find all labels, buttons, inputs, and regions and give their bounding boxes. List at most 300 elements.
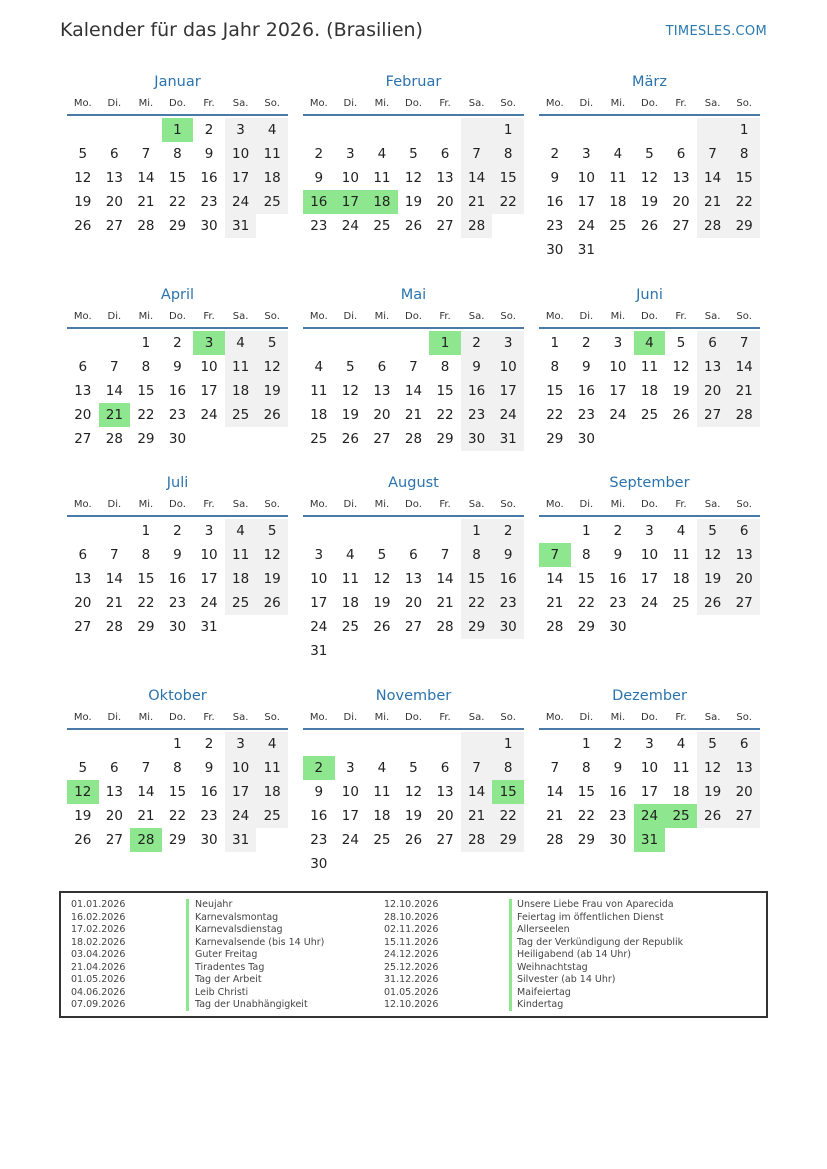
- day-cell[interactable]: 5: [78, 146, 88, 162]
- day-cell[interactable]: 18: [341, 595, 359, 611]
- day-cell[interactable]: 4: [225, 331, 257, 355]
- day-cell[interactable]: 19: [672, 383, 690, 399]
- day-cell[interactable]: 11: [256, 142, 288, 166]
- day-cell[interactable]: 19: [697, 567, 729, 591]
- day-cell[interactable]: 21: [461, 190, 493, 214]
- day-cell[interactable]: 26: [697, 804, 729, 828]
- day-cell[interactable]: 22: [577, 595, 595, 611]
- day-cell[interactable]: 7: [728, 331, 760, 355]
- day-cell[interactable]: 18: [256, 166, 288, 190]
- day-cell[interactable]: 11: [640, 359, 659, 375]
- day-cell[interactable]: 21: [137, 808, 155, 824]
- day-cell[interactable]: 24: [577, 218, 595, 234]
- day-cell[interactable]: 5: [346, 359, 355, 375]
- day-cell[interactable]: 23: [492, 591, 524, 615]
- day-cell[interactable]: 1: [173, 736, 182, 752]
- day-cell[interactable]: 14: [461, 166, 493, 190]
- day-cell[interactable]: 17: [640, 571, 659, 587]
- day-cell[interactable]: 3: [613, 335, 623, 351]
- day-cell[interactable]: 19: [373, 595, 391, 611]
- day-cell[interactable]: 24: [310, 619, 328, 635]
- day-cell[interactable]: 6: [110, 760, 119, 776]
- day-cell[interactable]: 2: [461, 331, 493, 355]
- day-cell[interactable]: 23: [577, 407, 595, 423]
- holiday-day-cell[interactable]: 2: [303, 756, 335, 780]
- day-cell[interactable]: 7: [550, 760, 560, 776]
- day-cell[interactable]: 30: [492, 615, 524, 639]
- day-cell[interactable]: 3: [645, 736, 654, 752]
- day-cell[interactable]: 13: [105, 784, 123, 800]
- day-cell[interactable]: 23: [310, 218, 328, 234]
- day-cell[interactable]: 11: [310, 383, 328, 399]
- day-cell[interactable]: 9: [492, 543, 524, 567]
- day-cell[interactable]: 22: [137, 407, 155, 423]
- day-cell[interactable]: 10: [200, 547, 218, 563]
- day-cell[interactable]: 9: [550, 170, 560, 186]
- day-cell[interactable]: 20: [697, 379, 729, 403]
- day-cell[interactable]: 8: [550, 359, 560, 375]
- day-cell[interactable]: 30: [200, 218, 218, 234]
- holiday-day-cell[interactable]: 31: [634, 828, 666, 852]
- day-cell[interactable]: 2: [173, 335, 182, 351]
- day-cell[interactable]: 2: [582, 335, 591, 351]
- day-cell[interactable]: 29: [137, 619, 155, 635]
- day-cell[interactable]: 19: [74, 808, 92, 824]
- day-cell[interactable]: 14: [137, 170, 155, 186]
- day-cell[interactable]: 2: [550, 146, 560, 162]
- day-cell[interactable]: 20: [373, 407, 391, 423]
- day-cell[interactable]: 22: [137, 595, 155, 611]
- day-cell[interactable]: 4: [613, 146, 623, 162]
- day-cell[interactable]: 11: [373, 784, 391, 800]
- day-cell[interactable]: 28: [461, 214, 493, 238]
- day-cell[interactable]: 17: [492, 379, 524, 403]
- day-cell[interactable]: 23: [168, 595, 187, 611]
- day-cell[interactable]: 13: [74, 571, 92, 587]
- day-cell[interactable]: 24: [341, 832, 359, 848]
- day-cell[interactable]: 14: [404, 383, 423, 399]
- day-cell[interactable]: 22: [546, 407, 564, 423]
- day-cell[interactable]: 28: [697, 214, 729, 238]
- day-cell[interactable]: 17: [609, 383, 627, 399]
- day-cell[interactable]: 14: [105, 571, 123, 587]
- day-cell[interactable]: 16: [168, 383, 187, 399]
- day-cell[interactable]: 7: [461, 756, 493, 780]
- day-cell[interactable]: 9: [173, 359, 182, 375]
- day-cell[interactable]: 10: [310, 571, 328, 587]
- day-cell[interactable]: 14: [105, 383, 123, 399]
- day-cell[interactable]: 28: [105, 619, 123, 635]
- day-cell[interactable]: 13: [728, 543, 760, 567]
- day-cell[interactable]: 11: [609, 170, 627, 186]
- day-cell[interactable]: 21: [461, 804, 493, 828]
- day-cell[interactable]: 11: [256, 756, 288, 780]
- day-cell[interactable]: 6: [697, 331, 729, 355]
- day-cell[interactable]: 27: [672, 218, 690, 234]
- day-cell[interactable]: 15: [436, 383, 454, 399]
- day-cell[interactable]: 14: [728, 355, 760, 379]
- holiday-day-cell[interactable]: 28: [130, 828, 162, 852]
- day-cell[interactable]: 26: [74, 832, 92, 848]
- day-cell[interactable]: 4: [256, 732, 288, 756]
- day-cell[interactable]: 15: [168, 784, 187, 800]
- day-cell[interactable]: 7: [440, 547, 450, 563]
- day-cell[interactable]: 12: [697, 543, 729, 567]
- day-cell[interactable]: 11: [225, 355, 257, 379]
- day-cell[interactable]: 6: [377, 359, 387, 375]
- day-cell[interactable]: 3: [582, 146, 591, 162]
- day-cell[interactable]: 10: [609, 359, 627, 375]
- day-cell[interactable]: 25: [225, 591, 257, 615]
- day-cell[interactable]: 25: [341, 619, 359, 635]
- day-cell[interactable]: 22: [168, 194, 187, 210]
- day-cell[interactable]: 9: [204, 760, 214, 776]
- day-cell[interactable]: 25: [256, 190, 288, 214]
- day-cell[interactable]: 20: [74, 407, 92, 423]
- day-cell[interactable]: 9: [461, 355, 493, 379]
- day-cell[interactable]: 6: [728, 519, 760, 543]
- day-cell[interactable]: 10: [640, 547, 659, 563]
- day-cell[interactable]: 26: [697, 591, 729, 615]
- day-cell[interactable]: 12: [256, 543, 288, 567]
- day-cell[interactable]: 9: [204, 146, 214, 162]
- day-cell[interactable]: 27: [74, 619, 92, 635]
- day-cell[interactable]: 16: [168, 571, 187, 587]
- day-cell[interactable]: 9: [314, 170, 324, 186]
- day-cell[interactable]: 9: [613, 760, 623, 776]
- day-cell[interactable]: 22: [436, 407, 454, 423]
- day-cell[interactable]: 27: [373, 431, 391, 447]
- day-cell[interactable]: 19: [256, 379, 288, 403]
- day-cell[interactable]: 29: [546, 431, 564, 447]
- day-cell[interactable]: 5: [676, 335, 686, 351]
- day-cell[interactable]: 14: [546, 571, 564, 587]
- day-cell[interactable]: 13: [672, 170, 690, 186]
- day-cell[interactable]: 15: [577, 784, 595, 800]
- day-cell[interactable]: 16: [200, 784, 218, 800]
- day-cell[interactable]: 13: [697, 355, 729, 379]
- day-cell[interactable]: 3: [346, 760, 355, 776]
- day-cell[interactable]: 30: [546, 242, 564, 258]
- day-cell[interactable]: 8: [582, 547, 591, 563]
- day-cell[interactable]: 25: [256, 804, 288, 828]
- day-cell[interactable]: 10: [200, 359, 218, 375]
- day-cell[interactable]: 31: [310, 643, 328, 659]
- day-cell[interactable]: 27: [74, 431, 92, 447]
- day-cell[interactable]: 2: [492, 519, 524, 543]
- day-cell[interactable]: 3: [645, 523, 654, 539]
- day-cell[interactable]: 1: [582, 736, 591, 752]
- day-cell[interactable]: 28: [137, 218, 155, 234]
- day-cell[interactable]: 24: [492, 403, 524, 427]
- day-cell[interactable]: 18: [256, 780, 288, 804]
- day-cell[interactable]: 19: [74, 194, 92, 210]
- day-cell[interactable]: 11: [341, 571, 359, 587]
- day-cell[interactable]: 4: [676, 736, 686, 752]
- day-cell[interactable]: 21: [546, 808, 564, 824]
- day-cell[interactable]: 3: [346, 146, 355, 162]
- holiday-day-cell[interactable]: 21: [99, 403, 131, 427]
- day-cell[interactable]: 26: [74, 218, 92, 234]
- day-cell[interactable]: 29: [461, 615, 493, 639]
- day-cell[interactable]: 25: [225, 403, 257, 427]
- day-cell[interactable]: 2: [314, 146, 324, 162]
- day-cell[interactable]: 13: [436, 170, 454, 186]
- day-cell[interactable]: 16: [577, 383, 595, 399]
- day-cell[interactable]: 4: [377, 146, 387, 162]
- day-cell[interactable]: 2: [613, 736, 623, 752]
- day-cell[interactable]: 24: [200, 595, 218, 611]
- day-cell[interactable]: 4: [676, 523, 686, 539]
- day-cell[interactable]: 16: [609, 784, 627, 800]
- day-cell[interactable]: 23: [461, 403, 493, 427]
- day-cell[interactable]: 15: [137, 571, 155, 587]
- day-cell[interactable]: 7: [409, 359, 418, 375]
- day-cell[interactable]: 7: [110, 359, 119, 375]
- day-cell[interactable]: 14: [546, 784, 564, 800]
- day-cell[interactable]: 20: [672, 194, 690, 210]
- day-cell[interactable]: 20: [105, 808, 123, 824]
- holiday-day-cell[interactable]: 16: [303, 190, 335, 214]
- day-cell[interactable]: 16: [200, 170, 218, 186]
- day-cell[interactable]: 31: [492, 427, 524, 451]
- day-cell[interactable]: 11: [672, 760, 690, 776]
- day-cell[interactable]: 12: [697, 756, 729, 780]
- day-cell[interactable]: 12: [672, 359, 690, 375]
- day-cell[interactable]: 9: [173, 547, 182, 563]
- day-cell[interactable]: 21: [404, 407, 423, 423]
- day-cell[interactable]: 9: [613, 547, 623, 563]
- day-cell[interactable]: 19: [404, 808, 423, 824]
- day-cell[interactable]: 13: [404, 571, 423, 587]
- holiday-day-cell[interactable]: 1: [162, 118, 194, 142]
- day-cell[interactable]: 8: [461, 543, 493, 567]
- day-cell[interactable]: 28: [546, 619, 564, 635]
- day-cell[interactable]: 6: [676, 146, 686, 162]
- day-cell[interactable]: 15: [728, 166, 760, 190]
- day-cell[interactable]: 18: [672, 571, 690, 587]
- day-cell[interactable]: 25: [373, 218, 391, 234]
- day-cell[interactable]: 5: [645, 146, 654, 162]
- day-cell[interactable]: 27: [105, 832, 123, 848]
- day-cell[interactable]: 10: [492, 355, 524, 379]
- day-cell[interactable]: 16: [461, 379, 493, 403]
- day-cell[interactable]: 26: [404, 218, 423, 234]
- day-cell[interactable]: 29: [492, 828, 524, 852]
- holiday-day-cell[interactable]: 12: [67, 780, 99, 804]
- day-cell[interactable]: 10: [640, 760, 659, 776]
- day-cell[interactable]: 31: [225, 828, 257, 852]
- day-cell[interactable]: 21: [436, 595, 454, 611]
- day-cell[interactable]: 27: [436, 218, 454, 234]
- day-cell[interactable]: 2: [613, 523, 623, 539]
- day-cell[interactable]: 6: [440, 760, 450, 776]
- day-cell[interactable]: 1: [492, 732, 524, 756]
- day-cell[interactable]: 24: [341, 218, 359, 234]
- day-cell[interactable]: 15: [492, 166, 524, 190]
- day-cell[interactable]: 5: [409, 760, 418, 776]
- day-cell[interactable]: 6: [409, 547, 418, 563]
- day-cell[interactable]: 14: [697, 166, 729, 190]
- day-cell[interactable]: 13: [74, 383, 92, 399]
- holiday-day-cell[interactable]: 4: [634, 331, 666, 355]
- day-cell[interactable]: 10: [341, 170, 359, 186]
- day-cell[interactable]: 23: [200, 808, 218, 824]
- day-cell[interactable]: 28: [461, 828, 493, 852]
- day-cell[interactable]: 20: [436, 194, 454, 210]
- day-cell[interactable]: 30: [200, 832, 218, 848]
- day-cell[interactable]: 30: [609, 619, 627, 635]
- day-cell[interactable]: 24: [225, 804, 257, 828]
- day-cell[interactable]: 7: [110, 547, 119, 563]
- day-cell[interactable]: 3: [492, 331, 524, 355]
- holiday-day-cell[interactable]: 25: [665, 804, 697, 828]
- day-cell[interactable]: 23: [310, 832, 328, 848]
- day-cell[interactable]: 19: [341, 407, 359, 423]
- day-cell[interactable]: 14: [436, 571, 454, 587]
- day-cell[interactable]: 17: [640, 784, 659, 800]
- day-cell[interactable]: 1: [582, 523, 591, 539]
- day-cell[interactable]: 10: [577, 170, 595, 186]
- day-cell[interactable]: 30: [609, 832, 627, 848]
- day-cell[interactable]: 5: [256, 331, 288, 355]
- day-cell[interactable]: 10: [225, 756, 257, 780]
- day-cell[interactable]: 17: [577, 194, 595, 210]
- day-cell[interactable]: 13: [105, 170, 123, 186]
- day-cell[interactable]: 18: [225, 379, 257, 403]
- day-cell[interactable]: 25: [640, 407, 659, 423]
- day-cell[interactable]: 29: [577, 832, 595, 848]
- day-cell[interactable]: 22: [728, 190, 760, 214]
- day-cell[interactable]: 23: [200, 194, 218, 210]
- day-cell[interactable]: 9: [582, 359, 591, 375]
- day-cell[interactable]: 31: [200, 619, 218, 635]
- day-cell[interactable]: 11: [373, 170, 391, 186]
- day-cell[interactable]: 5: [78, 760, 88, 776]
- day-cell[interactable]: 19: [256, 567, 288, 591]
- day-cell[interactable]: 15: [461, 567, 493, 591]
- day-cell[interactable]: 30: [461, 427, 493, 451]
- day-cell[interactable]: 7: [697, 142, 729, 166]
- day-cell[interactable]: 18: [609, 194, 627, 210]
- day-cell[interactable]: 21: [105, 595, 123, 611]
- day-cell[interactable]: 16: [609, 571, 627, 587]
- day-cell[interactable]: 28: [436, 619, 454, 635]
- day-cell[interactable]: 27: [728, 804, 760, 828]
- day-cell[interactable]: 21: [546, 595, 564, 611]
- day-cell[interactable]: 15: [168, 170, 187, 186]
- day-cell[interactable]: 24: [640, 595, 659, 611]
- day-cell[interactable]: 29: [168, 832, 187, 848]
- day-cell[interactable]: 25: [609, 218, 627, 234]
- day-cell[interactable]: 8: [173, 146, 182, 162]
- day-cell[interactable]: 20: [404, 595, 423, 611]
- day-cell[interactable]: 24: [225, 190, 257, 214]
- day-cell[interactable]: 2: [173, 523, 182, 539]
- day-cell[interactable]: 28: [728, 403, 760, 427]
- day-cell[interactable]: 21: [137, 194, 155, 210]
- day-cell[interactable]: 8: [173, 760, 182, 776]
- day-cell[interactable]: 29: [436, 431, 454, 447]
- day-cell[interactable]: 10: [225, 142, 257, 166]
- day-cell[interactable]: 28: [546, 832, 564, 848]
- day-cell[interactable]: 3: [314, 547, 324, 563]
- day-cell[interactable]: 26: [672, 407, 690, 423]
- day-cell[interactable]: 21: [697, 190, 729, 214]
- day-cell[interactable]: 6: [78, 359, 88, 375]
- day-cell[interactable]: 30: [168, 619, 187, 635]
- day-cell[interactable]: 31: [225, 214, 257, 238]
- holiday-day-cell[interactable]: 1: [429, 331, 461, 355]
- day-cell[interactable]: 5: [697, 519, 729, 543]
- day-cell[interactable]: 7: [461, 142, 493, 166]
- day-cell[interactable]: 30: [168, 431, 187, 447]
- day-cell[interactable]: 5: [256, 519, 288, 543]
- day-cell[interactable]: 22: [168, 808, 187, 824]
- day-cell[interactable]: 26: [341, 431, 359, 447]
- day-cell[interactable]: 2: [204, 122, 214, 138]
- day-cell[interactable]: 6: [440, 146, 450, 162]
- day-cell[interactable]: 1: [141, 335, 151, 351]
- day-cell[interactable]: 7: [141, 760, 151, 776]
- day-cell[interactable]: 4: [346, 547, 355, 563]
- day-cell[interactable]: 8: [141, 547, 151, 563]
- day-cell[interactable]: 7: [141, 146, 151, 162]
- day-cell[interactable]: 20: [105, 194, 123, 210]
- day-cell[interactable]: 18: [672, 784, 690, 800]
- day-cell[interactable]: 3: [225, 732, 257, 756]
- day-cell[interactable]: 8: [141, 359, 151, 375]
- day-cell[interactable]: 26: [640, 218, 659, 234]
- day-cell[interactable]: 3: [225, 118, 257, 142]
- holiday-day-cell[interactable]: 24: [634, 804, 666, 828]
- day-cell[interactable]: 22: [492, 190, 524, 214]
- day-cell[interactable]: 19: [697, 780, 729, 804]
- day-cell[interactable]: 29: [137, 431, 155, 447]
- day-cell[interactable]: 12: [404, 784, 423, 800]
- day-cell[interactable]: 16: [546, 194, 564, 210]
- day-cell[interactable]: 17: [225, 166, 257, 190]
- day-cell[interactable]: 11: [672, 547, 690, 563]
- holiday-day-cell[interactable]: 17: [335, 190, 367, 214]
- day-cell[interactable]: 23: [609, 595, 627, 611]
- day-cell[interactable]: 17: [200, 571, 218, 587]
- day-cell[interactable]: 8: [492, 756, 524, 780]
- day-cell[interactable]: 1: [550, 335, 560, 351]
- day-cell[interactable]: 26: [256, 591, 288, 615]
- day-cell[interactable]: 24: [609, 407, 627, 423]
- day-cell[interactable]: 29: [728, 214, 760, 238]
- day-cell[interactable]: 17: [225, 780, 257, 804]
- day-cell[interactable]: 16: [492, 567, 524, 591]
- day-cell[interactable]: 20: [728, 567, 760, 591]
- holiday-day-cell[interactable]: 7: [539, 543, 571, 567]
- day-cell[interactable]: 12: [256, 355, 288, 379]
- day-cell[interactable]: 27: [105, 218, 123, 234]
- day-cell[interactable]: 1: [492, 118, 524, 142]
- day-cell[interactable]: 17: [200, 383, 218, 399]
- day-cell[interactable]: 27: [436, 832, 454, 848]
- day-cell[interactable]: 23: [609, 808, 627, 824]
- day-cell[interactable]: 14: [461, 780, 493, 804]
- day-cell[interactable]: 8: [440, 359, 450, 375]
- day-cell[interactable]: 20: [728, 780, 760, 804]
- day-cell[interactable]: 6: [110, 146, 119, 162]
- day-cell[interactable]: 28: [105, 431, 123, 447]
- day-cell[interactable]: 29: [577, 619, 595, 635]
- day-cell[interactable]: 31: [577, 242, 595, 258]
- day-cell[interactable]: 19: [640, 194, 659, 210]
